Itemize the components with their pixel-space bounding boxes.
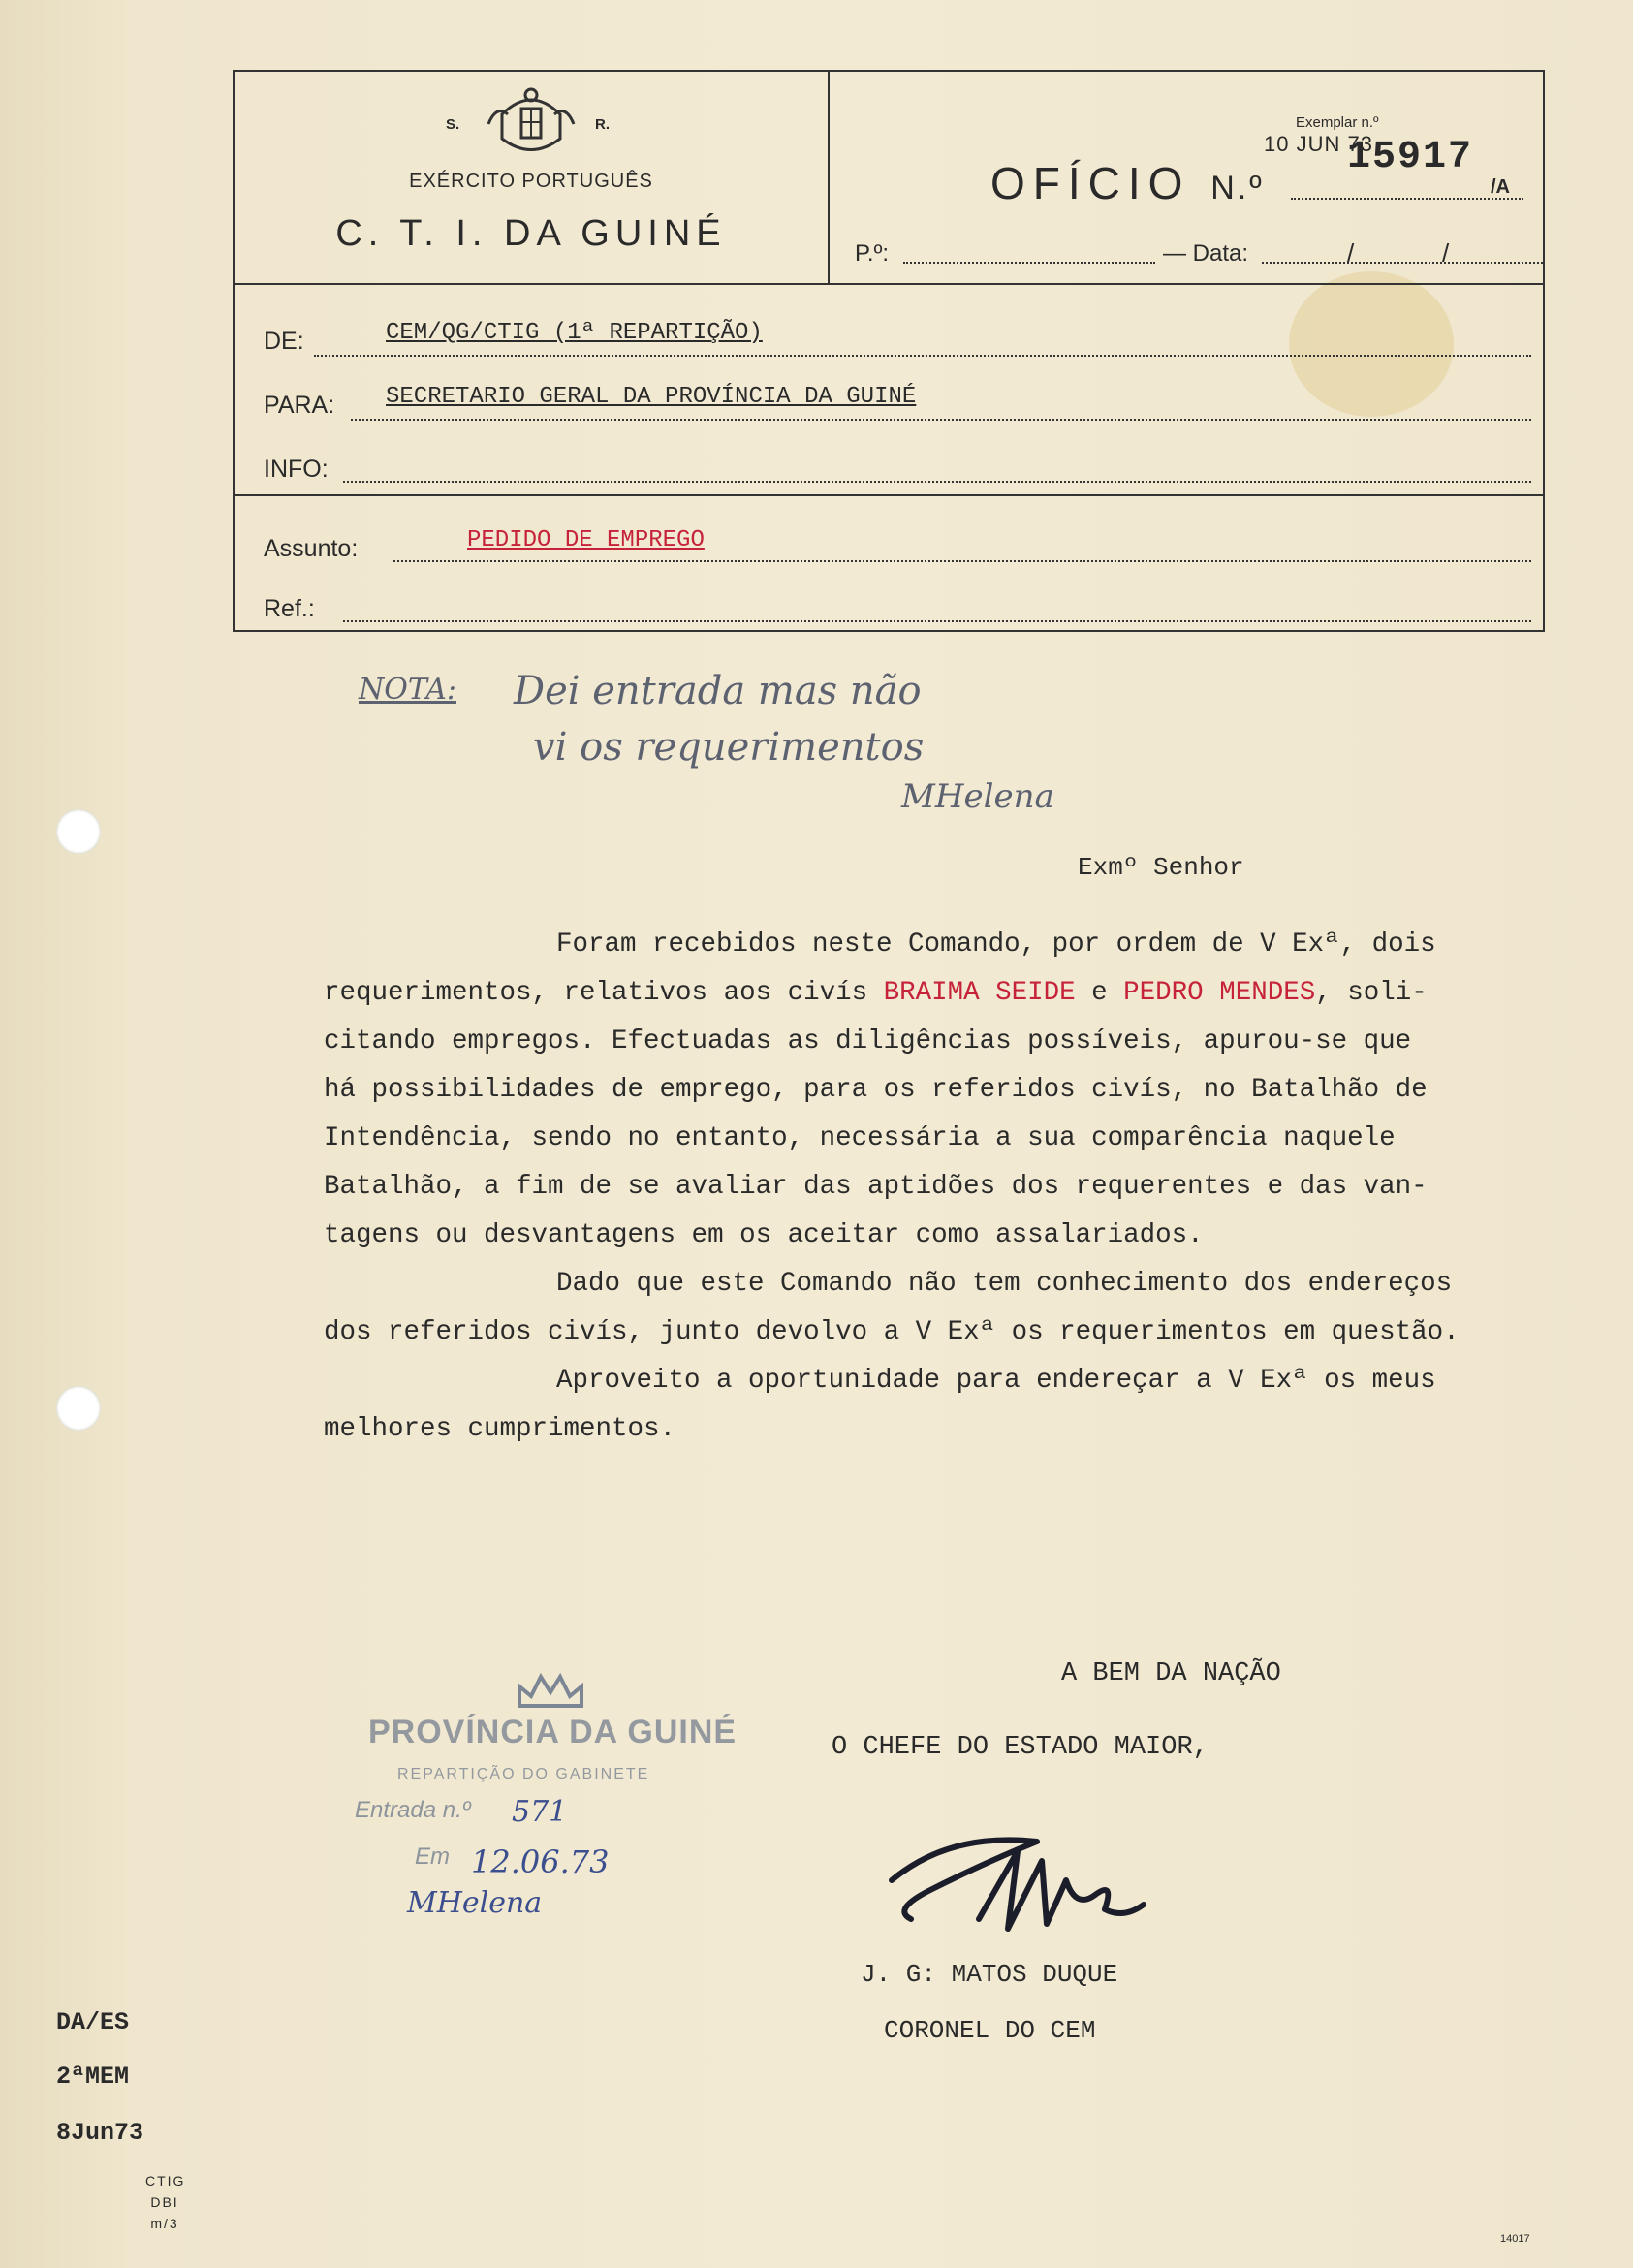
date-separator: /	[1347, 238, 1355, 268]
closing-role: O CHEFE DO ESTADO MAIOR,	[832, 1733, 1209, 1762]
note-line-2: vi os requerimentos	[533, 725, 925, 770]
stamp-subtitle: REPARTIÇÃO DO GABINETE	[397, 1766, 650, 1782]
info-field-line	[343, 481, 1531, 483]
form-rule	[235, 494, 1543, 496]
punch-hole-bottom	[56, 1386, 101, 1431]
closing-motto: A BEM DA NAÇÃO	[1061, 1659, 1281, 1688]
de-field-line	[314, 355, 1531, 357]
note-label: NOTA:	[359, 673, 456, 707]
signatory-rank: CORONEL DO CEM	[884, 2016, 1096, 2045]
oficio-number: 15917	[1347, 136, 1474, 179]
body-line: tagens ou desvantagens em os aceitar como assalariados.	[324, 1220, 1204, 1250]
para-label: PARA:	[264, 392, 335, 419]
crest-left-letter: S.	[446, 116, 460, 133]
oficio-number-line	[1291, 198, 1523, 200]
received-date-stamp: 10 JUN 73	[1264, 132, 1373, 156]
requester-name-1: BRAIMA SEIDE	[883, 978, 1076, 1008]
data-field	[1262, 262, 1543, 264]
form-code-2: DBI	[150, 2194, 179, 2210]
coat-of-arms-icon	[483, 85, 580, 163]
body-line: há possibilidades de emprego, para os referidos civís, no Batalhão de	[324, 1075, 1428, 1105]
oficio-suffix: /A	[1491, 176, 1510, 198]
assunto-field-line	[393, 560, 1531, 562]
crest-right-letter: R.	[595, 116, 610, 133]
footer-code: 14017	[1500, 2233, 1530, 2245]
body-line: requerimentos, relativos aos civís BRAIMA SEIDE e PEDRO MENDES, soli-	[324, 978, 1428, 1008]
po-label: P.º:	[855, 240, 890, 267]
exemplar-label: Exemplar n.º	[1296, 114, 1379, 131]
body-line: dos referidos civís, junto devolvo a V Exª os requerimentos em questão.	[324, 1317, 1460, 1347]
doc-type: OFÍCIO N.º	[990, 158, 1265, 208]
body-line: Batalhão, a fim de se avaliar das aptidões dos requerentes e das van-	[324, 1172, 1428, 1202]
organization-name: EXÉRCITO PORTUGUÊS	[409, 171, 653, 192]
stamp-crown-icon	[512, 1667, 589, 1710]
form-code-3: m/3	[150, 2216, 179, 2231]
requester-name-2: PEDRO MENDES	[1123, 978, 1316, 1008]
de-label: DE:	[264, 328, 304, 355]
margin-ref-1: DA/ES	[56, 2008, 130, 2036]
stamp-em-label: Em	[415, 1843, 450, 1870]
stamp-entrada-value: 571	[512, 1795, 568, 1829]
header-divider	[828, 72, 830, 283]
unit-name: C. T. I. DA GUINÉ	[335, 213, 727, 254]
body-line: Intendência, sendo no entanto, necessária a sua comparência naquele	[324, 1123, 1396, 1153]
stamp-em-value: 12.06.73	[471, 1843, 610, 1880]
stamp-initials: MHelena	[407, 1886, 543, 1920]
form-code-1: CTIG	[145, 2173, 186, 2189]
body-line: melhores cumprimentos.	[324, 1414, 676, 1444]
info-label: INFO:	[264, 456, 329, 483]
form-rule	[235, 283, 1543, 285]
body-line: Aproveito a oportunidade para endereçar a V Exª os meus	[556, 1366, 1436, 1396]
receipt-stamp	[347, 1667, 754, 1958]
body-line: Foram recebidos neste Comando, por ordem de V Exª, dois	[556, 929, 1436, 960]
stamp-entrada-label: Entrada n.º	[355, 1797, 471, 1823]
body-line: Dado que este Comando não tem conhecimento dos endereços	[556, 1269, 1453, 1299]
punch-hole-top	[56, 809, 101, 854]
date-separator: /	[1442, 238, 1450, 268]
de-value: CEM/QG/CTIG (1ª REPARTIÇÃO)	[386, 320, 763, 346]
body-line: citando empregos. Efectuadas as diligências possíveis, apurou-se que	[324, 1026, 1412, 1056]
ref-field-line	[343, 620, 1531, 622]
letter-body	[324, 921, 1584, 1454]
assunto-value: PEDIDO DE EMPREGO	[467, 527, 705, 553]
note-line-1: Dei entrada mas não	[514, 669, 922, 713]
po-field	[903, 262, 1155, 264]
stamp-title: PROVÍNCIA DA GUINÉ	[368, 1714, 738, 1750]
ref-label: Ref.:	[264, 595, 315, 622]
note-initials: MHelena	[901, 777, 1054, 816]
margin-ref-2: 2ªMEM	[56, 2063, 130, 2091]
margin-ref-3: 8Jun73	[56, 2119, 144, 2147]
letterhead-form	[233, 70, 1545, 632]
assunto-label: Assunto:	[264, 535, 359, 562]
para-value: SECRETARIO GERAL DA PROVÍNCIA DA GUINÉ	[386, 384, 917, 410]
para-field-line	[351, 419, 1531, 421]
data-label: — Data:	[1163, 240, 1249, 267]
signature-mark	[872, 1803, 1163, 1968]
salutation: Exmº Senhor	[1078, 853, 1244, 882]
signatory-name: J. G: MATOS DUQUE	[861, 1960, 1118, 1989]
